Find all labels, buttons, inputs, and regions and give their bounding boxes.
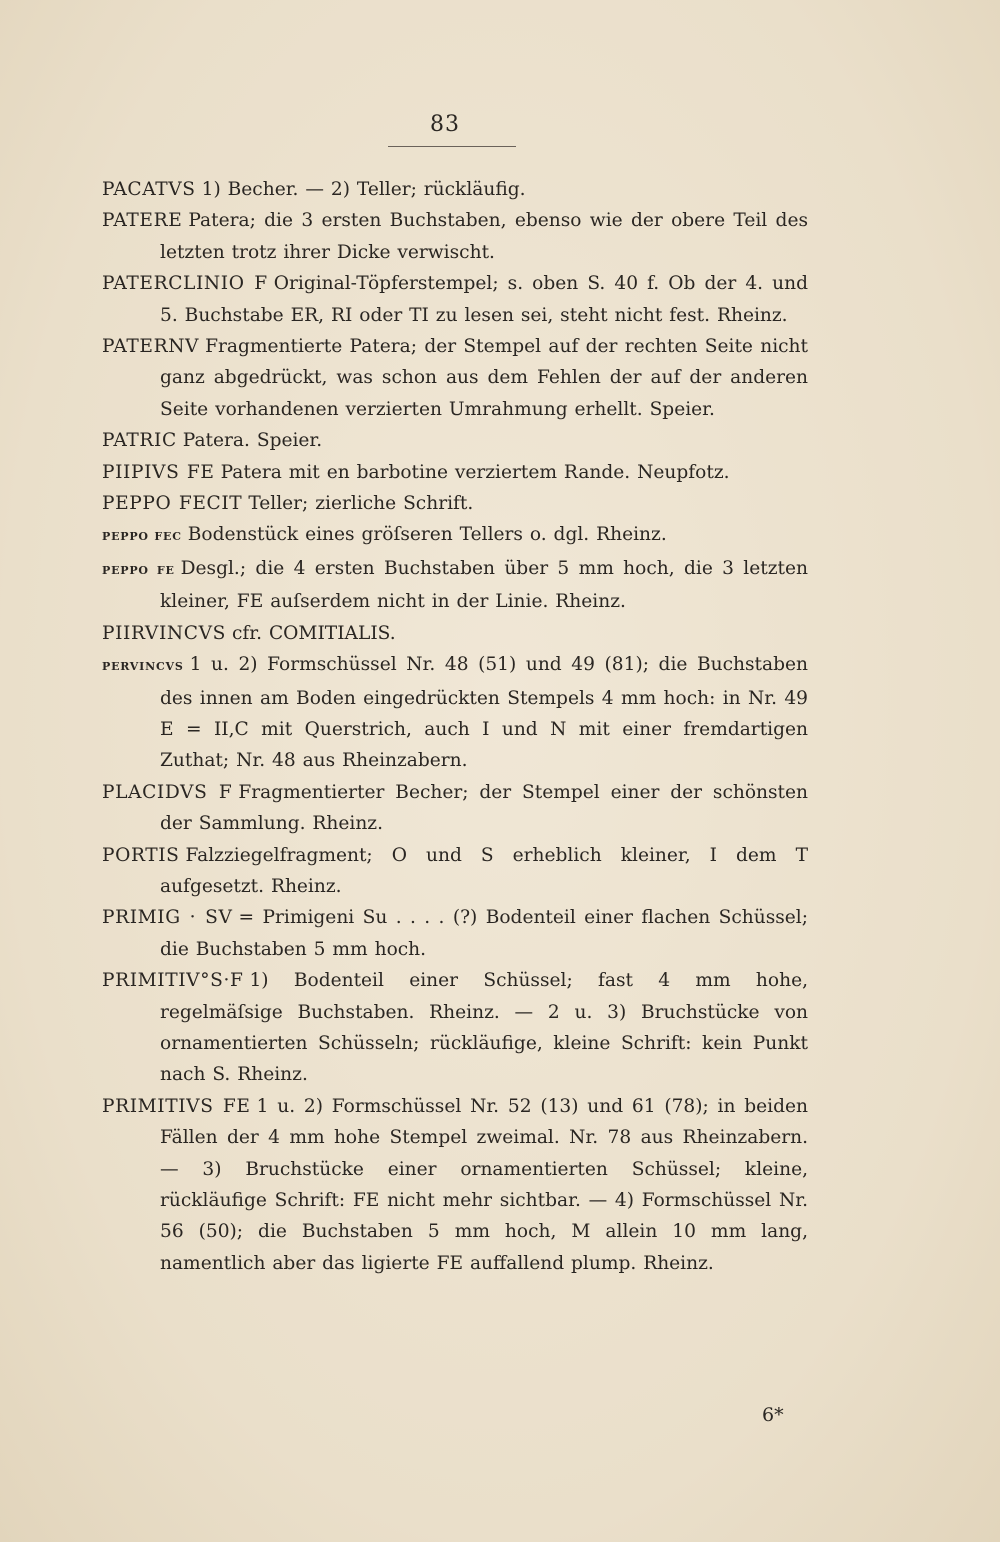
entry-description: Patera. Speier. bbox=[182, 430, 323, 452]
entry-description: Teller; zierliche Schrift. bbox=[248, 493, 474, 515]
entry-description: Fragmentierte Patera; der Stempel auf der rechten Seite nicht ganz abgedrückt, was schon aus dem Fehlen der auf der anderen Seite vorhandenen verzierten Umrahmung erhellt. Speier. bbox=[160, 336, 808, 420]
catalog-entry bbox=[102, 840, 808, 903]
entry-stamp: PEPPO FE bbox=[102, 563, 175, 577]
entry-stamp: PACATVS bbox=[102, 179, 196, 200]
entry-description: 1) Bodenteil einer Schüssel; fast 4 mm hohe, regelmäſsige Buchstaben. Rheinz. — 2 u. 3) Bruchstücke von ornamentierten Schüsseln; rückläufige, kleine Schrift: kein Punkt nach S. Rheinz. bbox=[160, 970, 808, 1086]
entry-description: = Primigeni Su . . . . (?) Bodenteil einer flachen Schüssel; die Buchstaben 5 mm hoch. bbox=[160, 907, 808, 960]
catalog-entry bbox=[102, 553, 808, 618]
catalog-entry bbox=[102, 902, 808, 965]
entry-stamp: PEPPO FECIT bbox=[102, 493, 243, 515]
catalog-entry bbox=[102, 457, 808, 488]
entry-description: Original-Töpferstempel; s. oben S. 40 f. Ob der 4. und 5. Buchstabe ER, RI oder TI zu lesen sei, steht nicht fest. Rheinz. bbox=[160, 273, 808, 326]
entry-stamp: PRIMITIVS FE bbox=[102, 1095, 251, 1117]
entry-stamp: PATERCLINIO F bbox=[102, 273, 268, 295]
entry-description: Bodenstück eines gröſseren Tellers o. dgl. Rheinz. bbox=[187, 524, 667, 546]
entry-stamp: PATERNV bbox=[102, 336, 200, 358]
entry-description: 1 u. 2) Formschüssel Nr. 52 (13) und 61 (78); in beiden Fällen der 4 mm hohe Stempel zweimal. Nr. 78 aus Rheinzabern. — 3) Bruchstücke einer ornamentierten Schüssel; kleine, rückläufige Schrift: FE nicht mehr sichtbar. — 4) Formschüssel Nr. 56 (50); die Buchstaben 5 mm hoch, M allein 10 mm lang, namentlich aber das ligierte FE auffallend plump. Rheinz. bbox=[160, 1095, 808, 1274]
catalog-entry bbox=[102, 519, 808, 552]
header-rule bbox=[388, 146, 516, 147]
catalog-entry bbox=[102, 174, 808, 205]
entry-description: 1) Becher. — 2) Teller; rückläufig. bbox=[201, 179, 526, 200]
entry-description: Falzziegelfragment; O und S erheblich kleiner, I dem T aufgesetzt. Rheinz. bbox=[160, 844, 808, 897]
entry-list bbox=[102, 174, 808, 1279]
catalog-entry bbox=[102, 488, 808, 519]
entry-stamp: PATRIC bbox=[102, 430, 177, 452]
catalog-entry bbox=[102, 268, 808, 331]
entry-stamp: PORTIS bbox=[102, 844, 180, 866]
entry-stamp: PERVINCVS bbox=[102, 660, 184, 674]
printer-signature: 6* bbox=[762, 1404, 784, 1426]
catalog-entry bbox=[102, 331, 808, 425]
entry-description: 1 u. 2) Formschüssel Nr. 48 (51) und 49 (81); die Buchstaben des innen am Boden eingedrückten Stempels 4 mm hoch: in Nr. 49 E = II,C mit Querstrich, auch I und N mit einer fremdartigen Zuthat; Nr. 48 aus Rheinzabern. bbox=[160, 654, 808, 772]
entry-stamp: PRIMIG · SV bbox=[102, 907, 233, 929]
entry-stamp: PEPPO FEC bbox=[102, 530, 182, 544]
entry-stamp: PATERE bbox=[102, 210, 183, 232]
catalog-entry bbox=[102, 618, 808, 649]
page-number: 83 bbox=[430, 112, 460, 137]
catalog-entry bbox=[102, 425, 808, 456]
entry-stamp: PRIMITIV°S·F bbox=[102, 970, 244, 992]
entry-description: Desgl.; die 4 ersten Buchstaben über 5 mm hoch, die 3 letzten kleiner, FE auſserdem nicht in der Linie. Rheinz. bbox=[160, 557, 808, 613]
entry-description: Patera mit en barbotine verziertem Rande. Neupfotz. bbox=[220, 461, 730, 483]
entry-stamp: PIIPIVS FE bbox=[102, 461, 215, 483]
entry-stamp: PIIRVINCVS bbox=[102, 622, 226, 644]
entry-description: Patera; die 3 ersten Buchstaben, ebenso wie der obere Teil des letzten trotz ihrer Dicke verwischt. bbox=[160, 210, 808, 263]
catalog-entry bbox=[102, 1091, 808, 1279]
entry-stamp: PLACIDVS F bbox=[102, 781, 233, 803]
catalog-entry bbox=[102, 777, 808, 840]
catalog-entry bbox=[102, 649, 808, 777]
entry-description: Fragmentierter Becher; der Stempel einer der schönsten der Sammlung. Rheinz. bbox=[160, 781, 809, 835]
catalog-entry bbox=[102, 205, 808, 268]
catalog-entry bbox=[102, 965, 808, 1091]
entry-description: cfr. COMITIALIS. bbox=[231, 622, 396, 644]
